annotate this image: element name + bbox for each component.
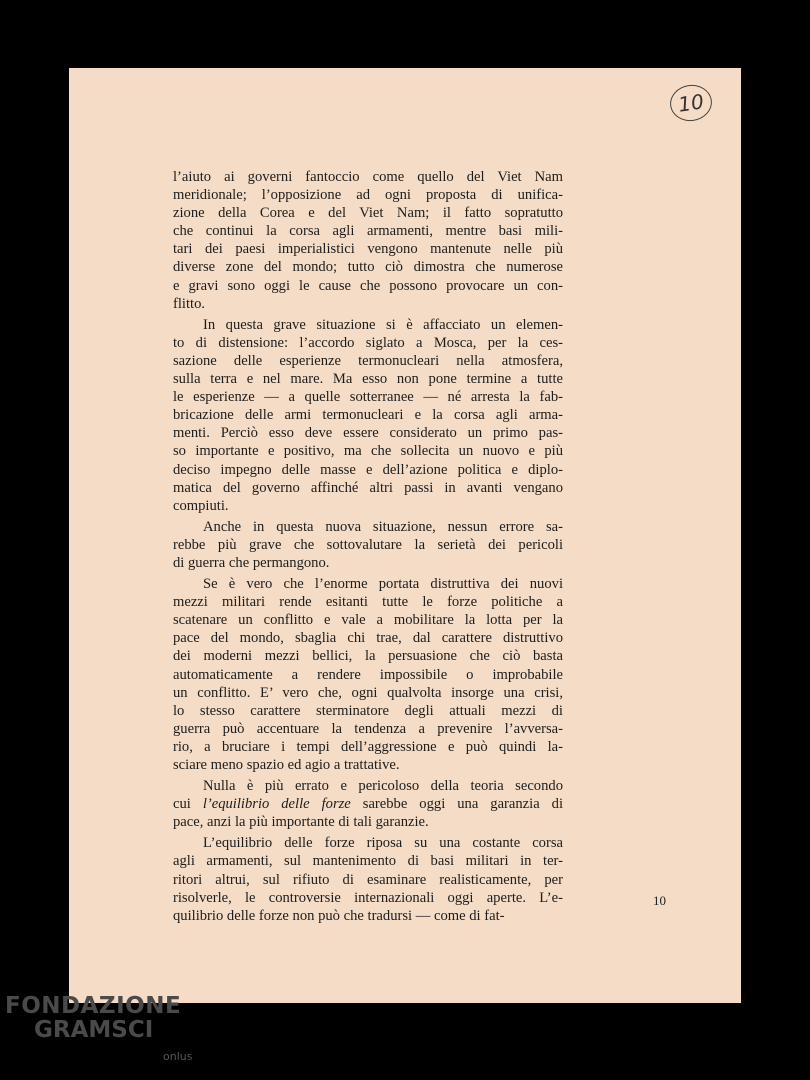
text-line: diverse zone del mondo; tutto ciò dimostra che numerose: [173, 259, 563, 276]
text-line: rebbe più grave che sottovalutare la serietà dei pericoli: [173, 536, 563, 553]
text-line: matica del governo affinché altri passi in avanti vengano: [173, 479, 563, 496]
text-line: lo stesso carattere sterminatore degli attuali mezzi di: [173, 702, 563, 719]
text-line: un conflitto. E’ vero che, ogni qualvolta insorge una crisi,: [173, 684, 563, 701]
text-line: sciare meno spazio ed agio a trattative.: [173, 757, 400, 773]
text-line: ritori altrui, sul rifiuto di esaminare realisticamente, per: [173, 871, 563, 888]
text-line: tari dei paesi imperialistici vengono mantenute nelle più: [173, 241, 563, 258]
text-line: scatenare un conflitto e vale a mobilitare la lotta per la: [173, 612, 563, 629]
text-line: automaticamente a rendere impossibile o improbabile: [173, 666, 563, 683]
text-line: di guerra che permangono.: [173, 554, 330, 571]
paragraph: [173, 575, 563, 774]
handwritten-page-mark: 10: [668, 82, 715, 123]
text-line: l’aiuto ai governi fantoccio come quello del Viet Nam: [173, 169, 563, 185]
paragraph: [173, 777, 563, 831]
text-line: menti. Perciò esso deve essere considerato un primo pas-: [173, 425, 563, 442]
text-line: pace, anzi la più importante di tali garanzie.: [173, 814, 429, 831]
text-line: rio, a bruciare i tempi dell’aggressione e può quindi la-: [173, 738, 563, 755]
text-line: guerra può accentuare la tendenza a prevenire l’avversa-: [173, 720, 563, 737]
text-line: deciso impegno delle masse e dell’azione politica e diplo-: [173, 461, 563, 478]
watermark-onlus: onlus: [163, 1050, 193, 1063]
text-line: L’equilibrio delle forze riposa su una costante corsa: [203, 835, 563, 852]
text-line: so importante e positivo, ma che sollecita un nuovo e più: [173, 443, 563, 460]
text-line: sulla terra e nel mare. Ma esso non pone termine a tutte: [173, 371, 563, 388]
text-line: Se è vero che l’enorme portata distruttiva dei nuovi: [203, 576, 563, 593]
text-line: pace del mondo, sbaglia chi trae, dal carattere distruttivo: [173, 630, 563, 647]
text-line: cui l’equilibrio delle forze sarebbe oggi una garanzia di: [173, 796, 564, 813]
paragraph: [173, 834, 563, 924]
text-line: e gravi sono oggi le cause che possono provocare un con-: [173, 277, 563, 294]
text-line: zione della Corea e del Viet Nam; il fatto sopratutto: [173, 205, 563, 222]
page-number: 10: [653, 893, 666, 908]
watermark-gramsci: GRAMSCI: [34, 1017, 154, 1043]
text-line: quilibrio delle forze non può che tradursi — come di fat-: [173, 907, 505, 924]
body-text: [173, 168, 563, 925]
text-line: bricazione delle armi termonucleari e la corsa agli arma-: [173, 407, 563, 424]
text-line: sazione delle esperienze termonucleari nella atmosfera,: [173, 352, 563, 369]
text-line: compiuti.: [173, 497, 229, 514]
text-line: flitto.: [173, 295, 206, 312]
text-line: agli armamenti, sul mantenimento di basi militari in ter-: [173, 853, 563, 870]
text-line: Anche in questa nuova situazione, nessun errore sa-: [203, 518, 563, 535]
text-line: meridionale; l’opposizione ad ogni proposta di unifica-: [173, 187, 563, 204]
watermark-foundation: FONDAZIONE: [5, 993, 182, 1019]
text-line: le esperienze — a quelle sotterranee — né arresta la fab-: [173, 389, 563, 406]
paragraph: [173, 168, 563, 313]
text-line: mezzi militari rende esitanti tutte le forze politiche a: [173, 594, 563, 611]
document-page: [69, 68, 741, 1003]
text-line: In questa grave situazione si è affacciato un elemen-: [203, 316, 563, 333]
text-line: Nulla è più errato e pericoloso della teoria secondo: [203, 778, 563, 795]
text-line: to di distensione: l’accordo siglato a Mosca, per la ces-: [173, 334, 563, 351]
text-line: risolverle, le controversie internazionali oggi aperte. L’e-: [173, 889, 563, 906]
text-line: che continui la corsa agli armamenti, mentre basi mili-: [173, 223, 563, 240]
paragraph: [173, 518, 563, 572]
text-line: dei moderni mezzi bellici, la persuasione che ciò basta: [173, 648, 563, 665]
paragraph: [173, 316, 563, 515]
